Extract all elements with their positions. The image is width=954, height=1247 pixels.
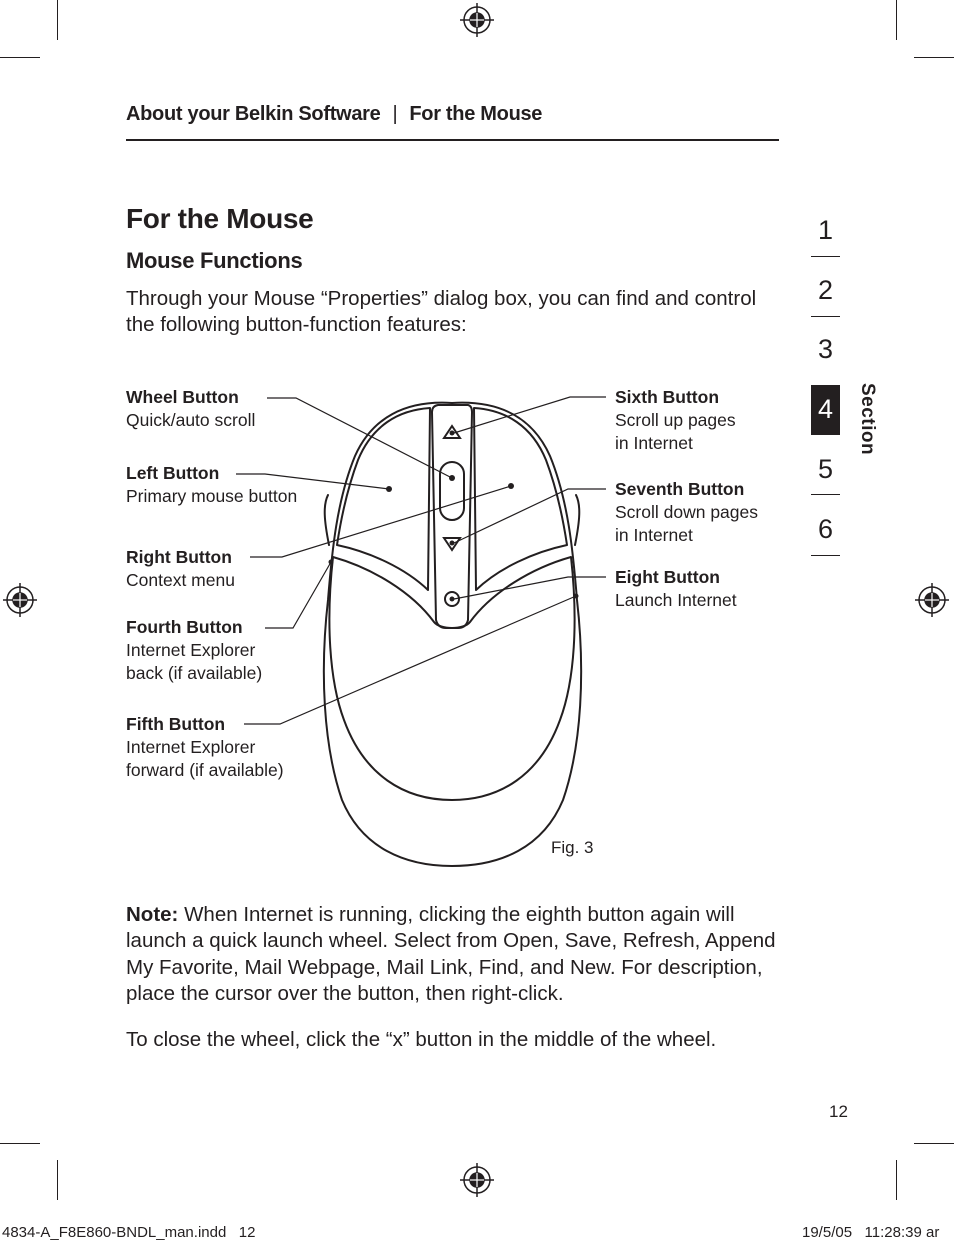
callout-seventh-button — [615, 478, 758, 547]
section-divider — [811, 256, 840, 257]
callout-wheel-button — [126, 386, 255, 432]
figure-caption: Fig. 3 — [551, 838, 594, 857]
section-tab-5[interactable]: 5 — [817, 454, 834, 484]
section-divider — [811, 316, 840, 317]
callout-description: Scroll up pages — [615, 410, 736, 430]
callout-description: Primary mouse button — [126, 486, 298, 506]
callout-title: Seventh Button — [615, 479, 745, 499]
callout-title: Sixth Button — [615, 387, 720, 407]
header-left: About your Belkin Software — [126, 103, 381, 125]
callout-fourth-button — [126, 616, 262, 685]
section-label — [842, 383, 882, 463]
callout-description: Scroll down pages — [615, 502, 758, 522]
callout-description: Internet Explorer — [126, 737, 256, 757]
callout-title: Right Button — [126, 547, 232, 567]
scroll-wheel — [440, 462, 464, 520]
print-slug-file: 4834-A_F8E860-BNDL_man.indd 12 — [2, 1224, 256, 1241]
callout-description: in Internet — [615, 525, 693, 545]
section-label-text: Section — [857, 383, 878, 456]
note-label: Note: — [126, 903, 179, 926]
right-side-groove — [575, 495, 579, 545]
mouse-body-outline — [324, 403, 581, 866]
leader-fourth — [265, 562, 331, 628]
callout-description: Quick/auto scroll — [126, 410, 256, 430]
callout-title: Fourth Button — [126, 617, 243, 637]
header-separator: | — [392, 103, 398, 125]
close-wheel-paragraph: To close the wheel, click the “x” button in the middle of the wheel. — [126, 1028, 717, 1051]
callout-title: Eight Button — [615, 567, 720, 587]
callout-title: Left Button — [126, 463, 220, 483]
section-tab-6[interactable]: 6 — [817, 514, 834, 544]
callout-title: Fifth Button — [126, 714, 226, 734]
callout-sixth-button — [615, 386, 736, 455]
callout-description: forward (if available) — [126, 760, 284, 780]
callout-description: back (if available) — [126, 663, 263, 683]
callout-right-button — [126, 546, 235, 592]
section-tab-1[interactable]: 1 — [817, 215, 834, 245]
leader-fifth — [244, 596, 576, 724]
palm-rest-curve — [329, 557, 574, 800]
callout-description: Launch Internet — [615, 590, 737, 610]
callout-description: in Internet — [615, 433, 693, 453]
section-subtitle: Mouse Functions — [126, 248, 303, 273]
print-slug-date: 19/5/05 11:28:39 ar — [802, 1224, 940, 1241]
callout-description: Internet Explorer — [126, 640, 256, 660]
callout-title: Wheel Button — [126, 387, 239, 407]
section-divider — [811, 555, 840, 556]
callout-fifth-button — [126, 713, 284, 782]
section-tab-4-active[interactable]: 4 — [811, 385, 840, 435]
callout-left-button — [126, 462, 297, 508]
callout-description: Context menu — [126, 570, 235, 590]
section-tab-3[interactable]: 3 — [817, 334, 834, 364]
page-title: For the Mouse — [126, 203, 314, 234]
header-right: For the Mouse — [409, 103, 543, 125]
intro-paragraph: Through your Mouse “Properties” dialog box, you can find and control the following button-function features: — [126, 287, 757, 336]
callout-eighth-button — [615, 566, 737, 612]
left-side-groove — [325, 495, 329, 545]
note-paragraph — [126, 902, 786, 1007]
note-text: When Internet is running, clicking the eighth button again will launch a quick launch wheel. Select from Open, Save, Refresh, Append My Favorite, Mail Webpage, Mail Link, Find, and New. For description, place the cursor over the button, then right-click. — [126, 903, 776, 1005]
section-tab-2[interactable]: 2 — [817, 275, 834, 305]
page-number: 12 — [829, 1102, 848, 1121]
section-divider — [811, 494, 840, 495]
